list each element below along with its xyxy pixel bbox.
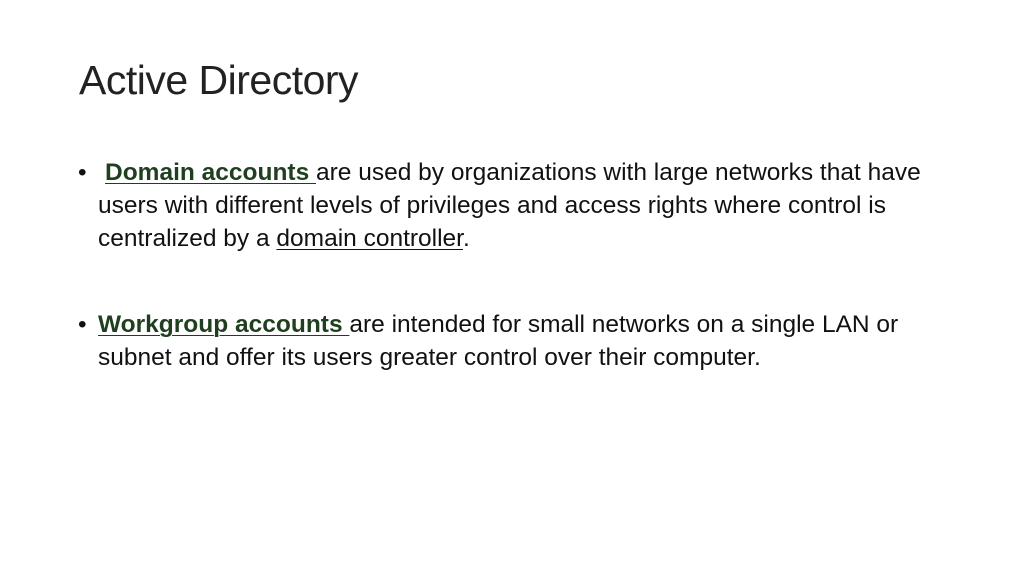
- bullet-item-workgroup-accounts: [79, 308, 959, 374]
- term-domain-accounts: Domain accounts: [105, 159, 317, 186]
- term-domain-controller: domain controller: [276, 225, 463, 252]
- bullet-text: are intended for small networks on a single LAN or subnet and offer its users greater control over their computer.: [98, 311, 899, 371]
- bullet-icon: •: [78, 311, 87, 338]
- bullet-icon: •: [78, 159, 87, 186]
- bullet-text-end: .: [462, 225, 470, 252]
- bullet-text: are used by organizations with large networks that have users with different levels of privileges and access rights where control is centralized by a: [98, 159, 921, 252]
- bullet-item-domain-accounts: [79, 156, 959, 255]
- slide-title: Active Directory: [79, 57, 359, 103]
- bullet-list: [79, 156, 959, 374]
- term-workgroup-accounts: Workgroup accounts: [98, 311, 350, 338]
